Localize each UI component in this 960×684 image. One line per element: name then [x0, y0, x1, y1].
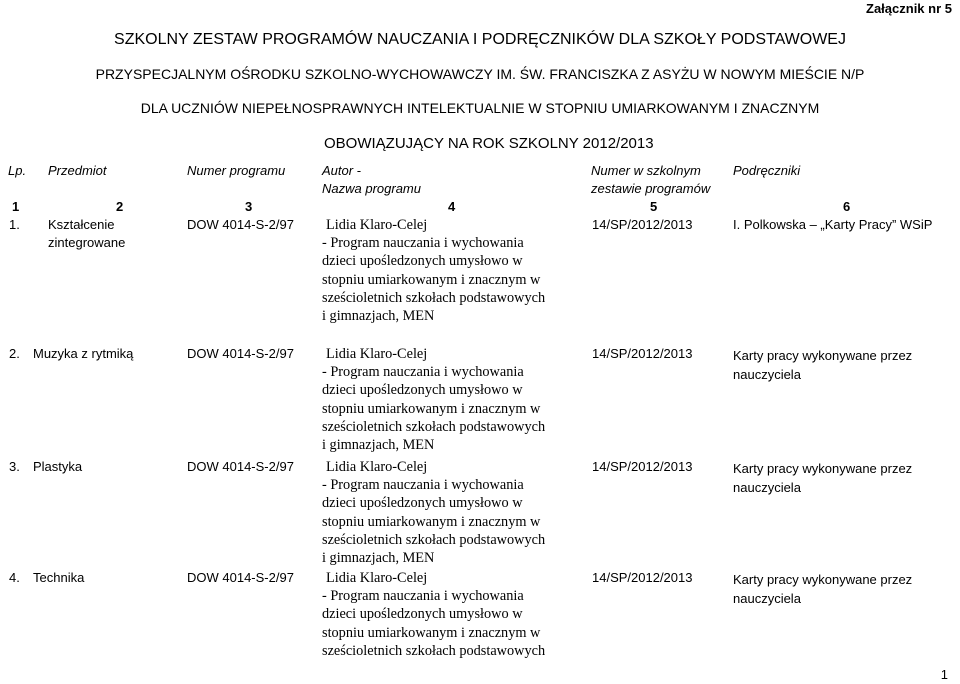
- row-subject-continued: zintegrowane: [48, 235, 126, 250]
- row-program-number: DOW 4014-S-2/97: [187, 570, 294, 585]
- title-line-3: DLA UCZNIÓW NIEPEŁNOSPRAWNYCH INTELEKTUALNIE W STOPNIU UMIARKOWANYM I ZNACZNYM: [140, 100, 820, 116]
- row-textbooks: Karty pracy wykonywane przez nauczyciela: [733, 461, 913, 495]
- row-program-number: DOW 4014-S-2/97: [187, 346, 294, 361]
- row-author-program: Lidia Klaro-Celej - Program nauczania i wychowania dzieci upośledzonych umysłowo w stopniu umiarkowanym i znacznym w sześcioletnich szkołach podstawowych: [322, 570, 546, 659]
- row-subject: Plastyka: [33, 459, 83, 474]
- row-school-number: 14/SP/2012/2013: [592, 570, 693, 585]
- school-year-line: OBOWIĄZUJĄCY NA ROK SZKOLNY 2012/2013: [324, 135, 654, 152]
- row-author-program: Lidia Klaro-Celej - Program nauczania i wychowania dzieci upośledzonych umysłowo w stopniu umiarkowanym i znacznym w sześcioletnich szkołach podstawowych i gimnazjach, MEN: [322, 217, 546, 325]
- row-textbooks: I. Polkowska – „Karty Pracy” WSiP: [733, 217, 933, 232]
- row-school-number: 14/SP/2012/2013: [592, 346, 693, 361]
- row-lp: 2.: [9, 346, 20, 361]
- row-school-number: 14/SP/2012/2013: [592, 217, 693, 232]
- row-subject: Kształcenie: [48, 217, 115, 232]
- column-number-2: 2: [116, 199, 124, 214]
- row-lp: 1.: [9, 217, 20, 232]
- row-subject: Technika: [33, 570, 85, 585]
- header-subject: Przedmiot: [48, 163, 107, 178]
- row-program-number: DOW 4014-S-2/97: [187, 217, 294, 232]
- header-lp: Lp.: [8, 163, 27, 178]
- header-textbooks: Podręczniki: [733, 163, 801, 178]
- header-author: Autor -: [322, 163, 362, 178]
- page-number: 1: [940, 667, 948, 682]
- header-program-number: Numer programu: [187, 163, 286, 178]
- row-subject: Muzyka z rytmiką: [33, 346, 134, 361]
- row-textbooks: Karty pracy wykonywane przez nauczyciela: [733, 572, 913, 606]
- header-program-name: Nazwa programu: [322, 181, 421, 196]
- title-line-2: PRZYSPECJALNYM OŚRODKU SZKOLNO-WYCHOWAWCZY IM. ŚW. FRANCISZKA Z ASYŻU W NOWYM MIEŚCIE N/P: [95, 66, 865, 82]
- column-number-3: 3: [245, 199, 253, 214]
- row-textbooks: Karty pracy wykonywane przez nauczyciela: [733, 348, 913, 382]
- row-author-program: Lidia Klaro-Celej - Program nauczania i wychowania dzieci upośledzonych umysłowo w stopniu umiarkowanym i znacznym w sześcioletnich szkołach podstawowych i gimnazjach, MEN: [322, 346, 546, 454]
- row-author-program: Lidia Klaro-Celej - Program nauczania i wychowania dzieci upośledzonych umysłowo w stopniu umiarkowanym i znacznym w sześcioletnich szkołach podstawowych i gimnazjach, MEN: [322, 459, 546, 567]
- header-school-number: Numer w szkolnym: [591, 163, 701, 178]
- column-number-4: 4: [448, 199, 456, 214]
- annex-label: Załącznik nr 5: [866, 1, 952, 16]
- row-program-number: DOW 4014-S-2/97: [187, 459, 294, 474]
- row-lp: 3.: [9, 459, 20, 474]
- header-school-number-2: zestawie programów: [591, 181, 711, 196]
- row-lp: 4.: [9, 570, 20, 585]
- document-title: SZKOLNY ZESTAW PROGRAMÓW NAUCZANIA I PODRĘCZNIKÓW DLA SZKOŁY PODSTAWOWEJ: [114, 31, 846, 48]
- row-school-number: 14/SP/2012/2013: [592, 459, 693, 474]
- column-number-6: 6: [843, 199, 851, 214]
- column-number-1: 1: [12, 199, 20, 214]
- column-number-5: 5: [650, 199, 658, 214]
